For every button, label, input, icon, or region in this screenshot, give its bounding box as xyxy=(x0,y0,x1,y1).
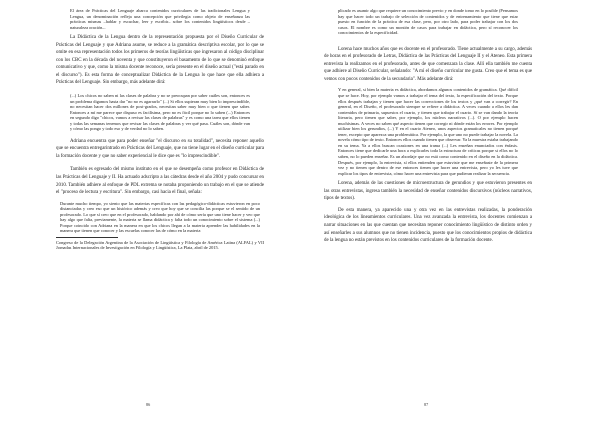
page-number: 87 xyxy=(424,402,429,407)
block-quote: (...) Los chicos no saben ni las clases de palabra y no se preocupan por saber cuáles son, entonces es un problema digamos hasta dar "no no es agarrarlo" (...) Si ellos supieran muy bien lo imprescindible, no necesitan hacer dos millones de post-grados, necesitan saber muy bien o que tienen que saber. Entonces a mí me parece que dispuso es facilísima, pero no es fácil porque no lo saben (...) Entonces en segundo digo "chicos, vamos a revisar las clases de palabras" y es como una tarea que ellos tienen y todas las semanas tenemos que revisar las clases de palabras y ver qué pasa. Cuáles son, dónde van y cómo las pongo y todo eso y de verdad no lo saben. xyxy=(70,93,250,132)
body-paragraph: Lorena hace muchos años que es docente en el profesorado. Tiene actualmente a su cargo, además de horas en el profesorado de Letras, Didáctica de las Prácticas del Lenguaje II y el Ateneo. Esta primera entrevista la realizamos en el profesorado, antes de que comenzara la clase. Allí ella también me cuenta que adhiere al Diseño Curricular, señalando: "A mí el diseño curricular me gusta. Creo que el tema es que vemos con pocos contenidos de la secundaria". Más adelante dirá: xyxy=(324,46,532,82)
page-number: 86 xyxy=(146,402,151,407)
right-text-column xyxy=(324,8,532,245)
body-paragraph: De esta manera, ya aparecido una y otra vez en las entrevistas realizadas, la ponderación ideológica de los lineamientos curriculares. Una vez avanzada la entrevista, los docentes comienzan a narrar situaciones en las que cuentan que necesitan reponer conocimiento lingüístico de distinto orden y así enseñarles a sus alumnos que no tienen incidencia, puesto que los conocimientos propios de didáctica de la lengua no están previstos en los contenidos curriculares de la formación docente. xyxy=(324,207,532,244)
body-paragraph: La Didáctica de la Lengua dentro de la representación propuesta por el Diseño Curricular de Prácticas del Lenguaje y que Adriana asume, se reduce a la gramática descriptiva escolar, por lo que se omite en esa representación todos los primeros de teorías lingüísticas que ingresaron al código disciplinar con los CBC en la década del noventa y que constituyeron el basamento de lo que se denominó enfoque comunicativo y que, como la misma docente reconoce, sería presente en el diseño actual ("está parado en el discurso"). Es esta forma de conceptualizar Didáctica de la Lengua lo que hace que ella adhiera a Prácticas del Lenguaje. Sin embargo, más adelante dirá: xyxy=(56,35,264,86)
block-quote: Y en general, si bien la materia es didáctica, abordamos algunos contenidos de gramática. Qué difícil que se hace. Hoy, por ejemplo vamos a trabajar el tema del texto, la especificación del texto. Porque ellos después trabajan y tienen que hacer las correcciones de los textos y ¿qué van a corregir? En general, en el Diseño, el profesorado siempre se refiere a didáctica. A veces cuando a ellos les dan contenidos de primaria, supuestos el cuarto, y tienen que trabajar el cuarto. Sí se van dando la teoría literaria, pero tienen que saber, por ejemplo, los núcleos narrativos (...). O por ejemplo hacen muchísimas. A veces no saben qué aspecto tienen que corregir ni dónde están los errores. Por ejemplo utilizar bien los gerundios, (...) Y en el cuarto Ateneo, unos aspectos gramaticales no tienen porqué tener, excepto que aparezca una problemática. Por ejemplo, la que uno no puede trabajar la novela. La novela cómo tipo de texto. Entonces ellos cuando tienen que observar. Ya la muestra estaba trabajando en su tema. Ya a ellos buscan ocasiones en una trama (...) Les enseñan enunciados con énfasis. Entonces tiene que dedicarle una hora a explicarles toda la estructura de críticas porque si ellos no lo saben, no lo pueden enseñar. Es un abordaje que no está como contenido en el diseño en la didáctica. Después, por ejemplo, la entrevista, sí ellos entienden que estuviste que me enseñaste de la primera vez y no tienen que dentro de ese entonces tienen que hacer una entrevista, pero yo les tuve que explicar los tipos de entrevista, cómo hacer una entrevista para que pudieran realizar la secuencia. xyxy=(338,87,518,176)
right-page xyxy=(300,0,600,424)
footnote: Congreso de la Delegación Argentina de la Asociación de Lingüística y Filología de América Latina (ALFAL) y VII Jornadas Internacionales de Investigación en Filología y Lingüística, La Plata, abril de 2015. xyxy=(56,239,264,251)
block-quote: plicado es asumir algo que requiere un conocimiento previo y en donde tomo en lo posible (Pensamos hay que hacer todo un trabajo de selección de contenidos y de entrenamiento que tiene que estar puesto en función de la práctica de esa clase, pero, por otro lado, para poder trabajar con los dos casos. El nombre es como un montón de casos para trabajar en didáctica, pero sí reconocer los conocimientos de la especificidad. xyxy=(338,8,518,36)
block-quote: Durante mucho tiempo, yo siento que las materias específicas con las pedagógico-didácticas estuvieron en poco distanciadas y creo eso que un histórico además y creo que hoy que se concilia las porque se el sentido de un profesorado. Lo que sí creo que en el profesorado, hablando por ahí de cómo sería que uno tiene hacer y veo que hay algo que falta, previamente, la materia se llama didáctica y falta todo un conocimiento sobre el sistema (...) Porque coincido con Adriana en la manera en que los chicos llegan a la materia aprender las habilidades en la manera que tienen que conocer y las escuelas conocer las de cómo en la materia xyxy=(60,200,260,234)
body-paragraph: También es egresado del mismo instituto en el que se desempeña como profesor en Didáctica de las Prácticas del Lenguaje y II. Ha actuado adscripto a las cátedras desde el año 2004 y pudo concursar en 2010. También adhiere al enfoque de PDL extrema se notaba proponiendo un trabajo en el que se atiende el "proceso de lectura y escritura". Sin embargo, casi hacia el final, señala: xyxy=(56,167,264,196)
left-text-column xyxy=(56,8,264,251)
block-quote: El área de Prácticas del Lenguaje abarca contenidos curriculares de las tradicionales Lengua y Lengua, un denominación refleja una concepción que privilegia como objeto de enseñanza las prácticas mismas –hablar y escuchar, leer y escribir– sobre los contenidos lingüísticos desde –naturaleza oración–. xyxy=(70,8,250,30)
body-paragraph: Lorena, además de las cuestiones de microestructura de gerundios y que estuvieron presentes en las otras entrevistas, ingresa también la necesidad de enseñar contenidos discursivos (núcleos narrativos, tipos de textos). xyxy=(324,181,532,202)
footnote-divider xyxy=(56,237,118,238)
body-paragraph: Adriana encuentra que para poder enseñar "el discurso en su totalidad", necesita reponer aquello que se encuentra entregarintrado en Prácticas del Lenguaje, que no tiene lugar en el diseño curricular para la formación docente y que no saber experiencial le dice que es "lo imprescindible". xyxy=(56,138,264,159)
